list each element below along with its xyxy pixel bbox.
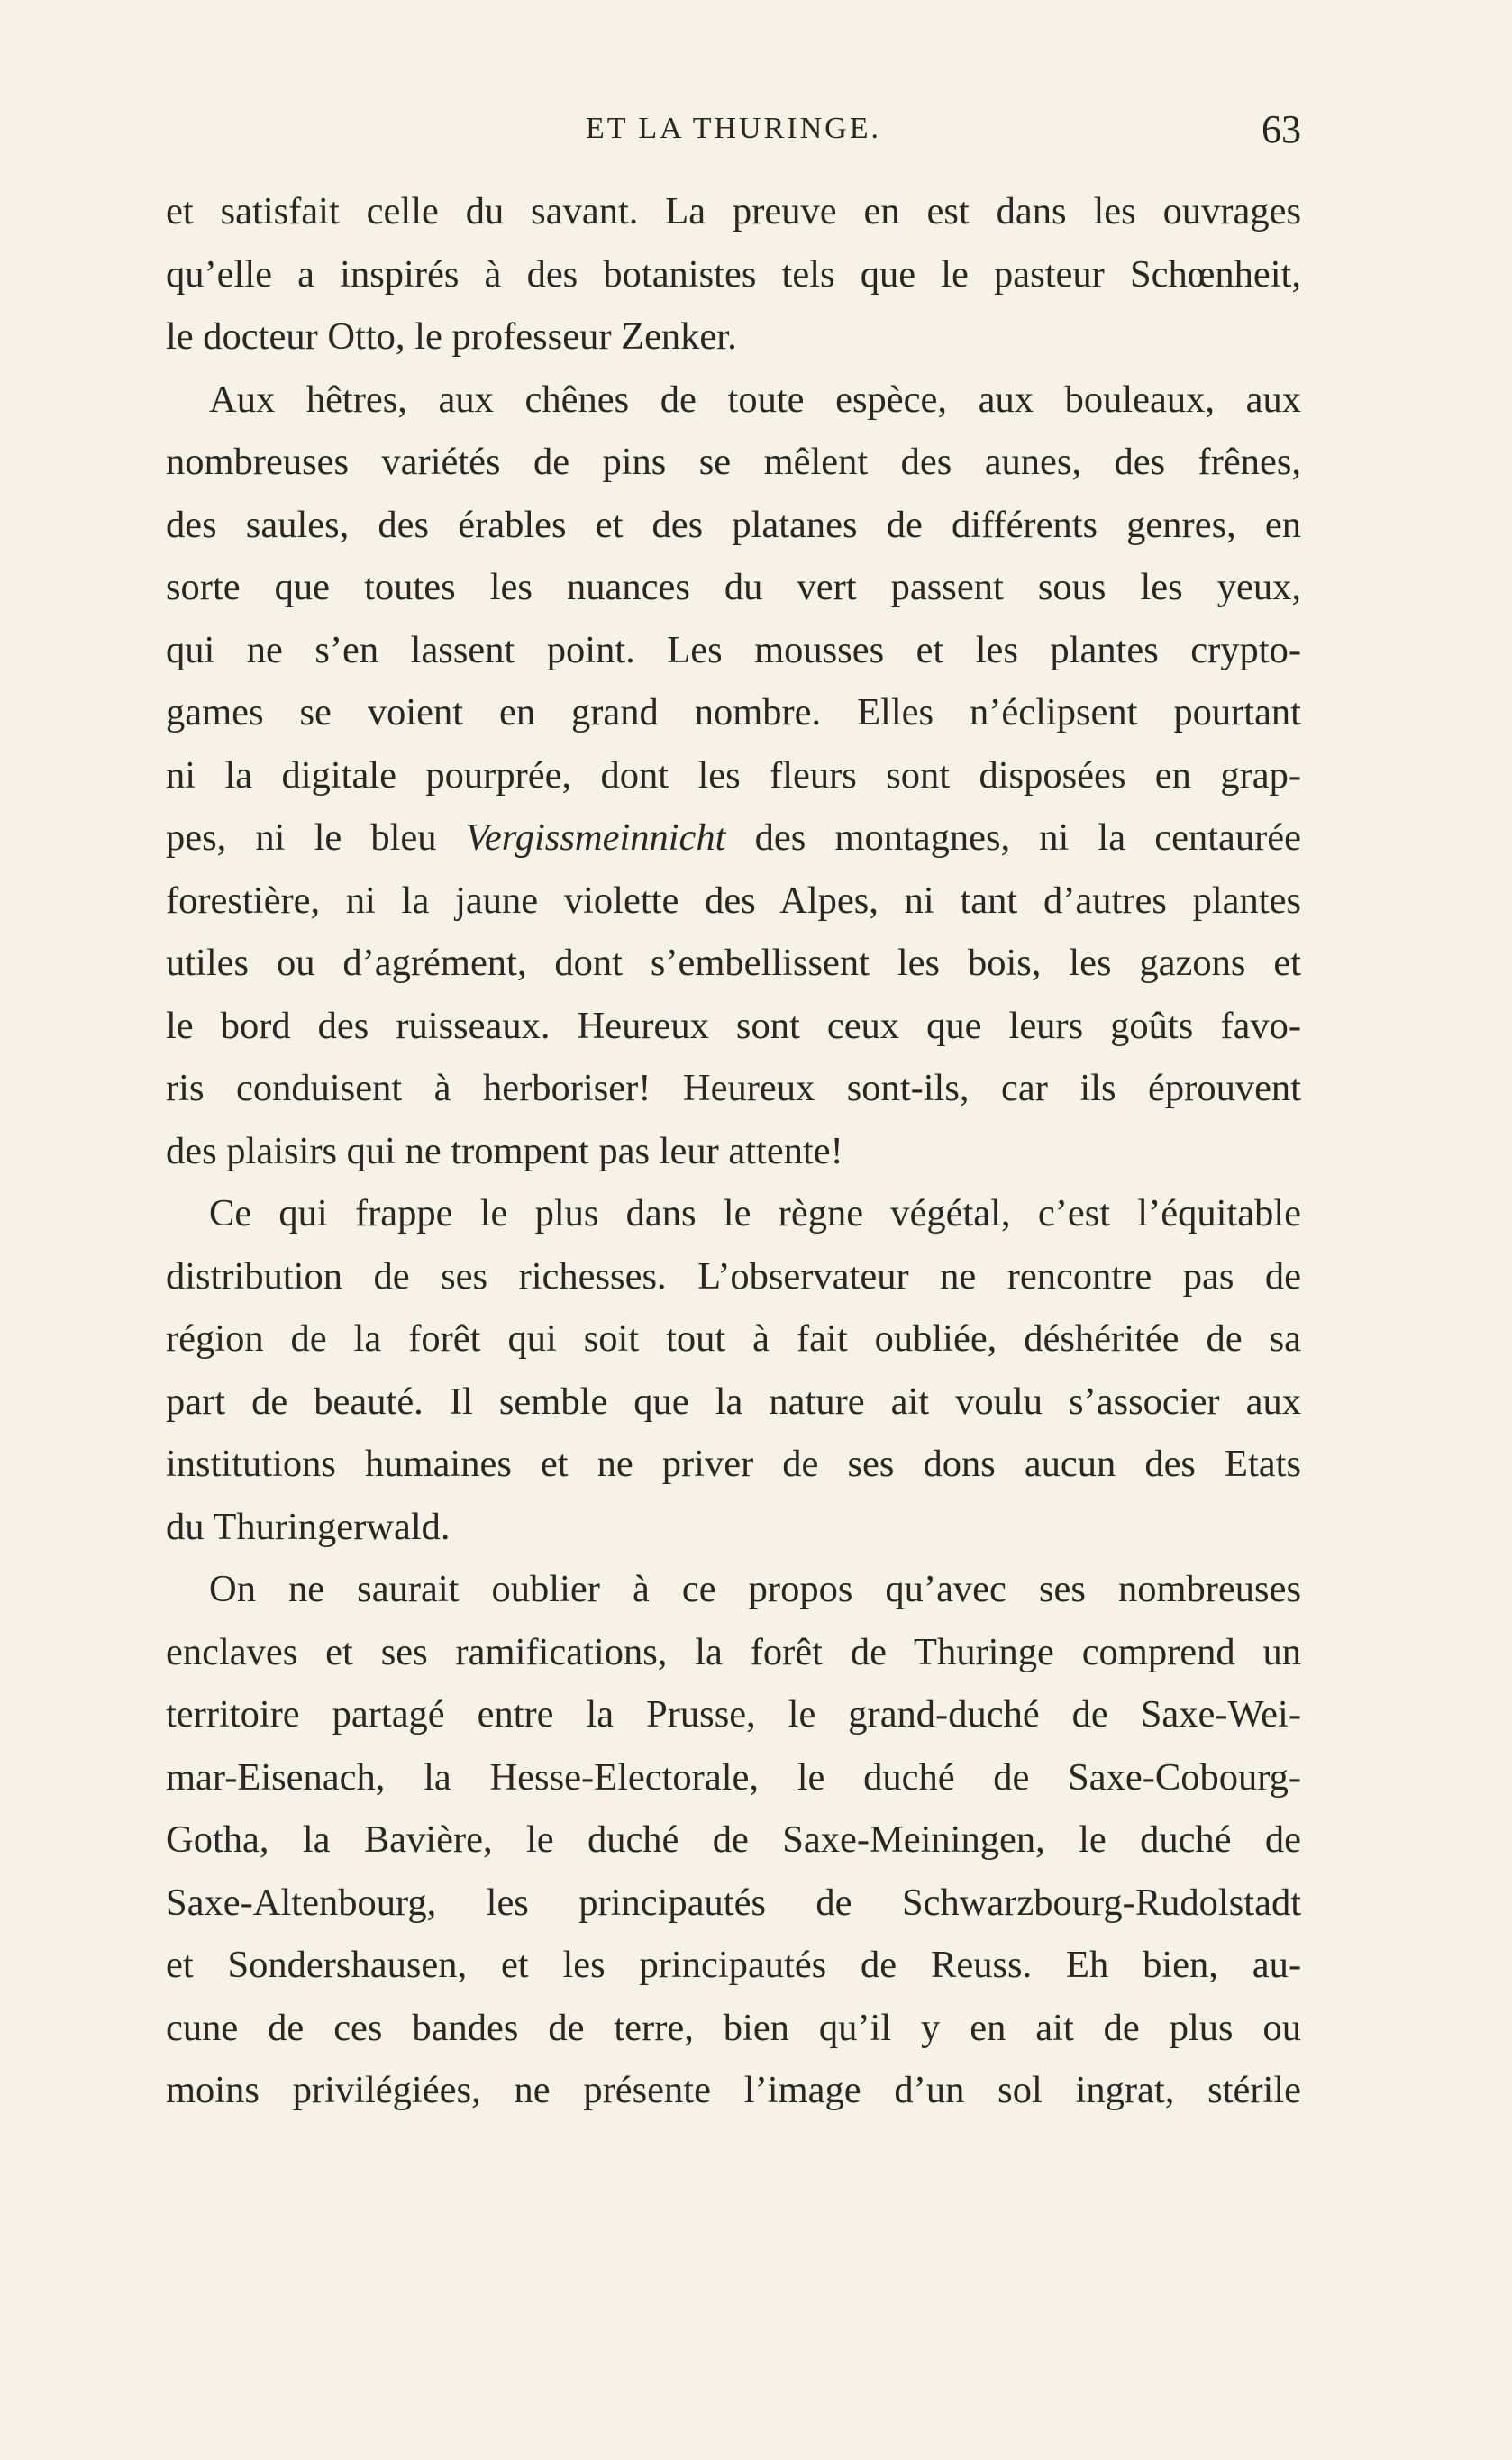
running-head [166,106,1301,160]
paragraph-start-line: Ce qui frappe le plus dans le règne végétal, c’est l’équitable [209,1192,1301,1235]
text-line: part de beauté. Il semble que la nature ait voulu s’associer aux [166,1380,1301,1423]
text-segment: pes, ni le bleu [166,816,437,859]
text-line: du Thuringerwald. [166,1505,451,1548]
text-line: Saxe-Altenbourg, les principautés de Schwarzbourg-Rudolstadt [166,1881,1301,1924]
text-line-with-italic [166,806,1301,870]
text-line: nombreuses variétés de pins se mêlent des aunes, des frênes, [166,441,1301,483]
text-line: mar-Eisenach, la Hesse-Electorale, le duché de Saxe-Cobourg- [166,1755,1301,1799]
page-number: 63 [1262,107,1301,151]
italic-plant-name: Vergissmeinnicht [465,816,726,859]
text-line: le bord des ruisseaux. Heureux sont ceux que leurs goûts favo- [166,1004,1301,1047]
paragraph-start-line: On ne saurait oublier à ce propos qu’avec ses nombreuses [209,1568,1301,1610]
running-title: ET LA THURINGE. [585,112,881,145]
text-line: moins privilégiées, ne présente l’image d’un sol ingrat, stérile [166,2069,1301,2111]
text-line: forestière, ni la jaune violette des Alpes, ni tant d’autres plantes [166,879,1301,922]
text-line: territoire partagé entre la Prusse, le grand-duché de Saxe-Wei- [166,1693,1301,1736]
text-line: distribution de ses richesses. L’observateur ne rencontre pas de [166,1254,1301,1298]
text-line: enclaves et ses ramifications, la forêt de Thuringe comprend un [166,1630,1301,1673]
text-line: utiles ou d’agrément, dont s’embellissent les bois, les gazons et [166,942,1301,984]
body-text [166,180,1301,2122]
text-line: qui ne s’en lassent point. Les mousses et les plantes crypto- [166,628,1301,671]
text-line: ris conduisent à herboriser! Heureux sont-ils, car ils éprouvent [166,1067,1301,1109]
text-line: et satisfait celle du savant. La preuve en est dans les ouvrages [166,190,1301,232]
text-line: des saules, des érables et des platanes de différents genres, en [166,503,1301,546]
text-line: Gotha, la Bavière, le duché de Saxe-Meiningen, le duché de [166,1818,1301,1861]
text-line: qu’elle a inspirés à des botanistes tels que le pasteur Schœnheit, [166,252,1301,296]
text-line: et Sondershausen, et les principautés de Reuss. Eh bien, au- [166,1944,1301,1986]
text-line: institutions humaines et ne priver de ses dons aucun des Etats [166,1443,1301,1485]
text-line: sorte que toutes les nuances du vert passent sous les yeux, [166,566,1301,608]
text-line: des plaisirs qui ne trompent pas leur attente! [166,1129,843,1172]
text-line: le docteur Otto, le professeur Zenker. [166,315,737,358]
paragraph-start-line: Aux hêtres, aux chênes de toute espèce, aux bouleaux, aux [209,378,1301,421]
text-segment: des montagnes, ni la centaurée [754,816,1301,859]
text-line: région de la forêt qui soit tout à fait oubliée, déshéritée de sa [166,1317,1301,1360]
text-line: cune de ces bandes de terre, bien qu’il y en ait de plus ou [166,2006,1301,2049]
text-line: games se voient en grand nombre. Elles n’éclipsent pourtant [166,691,1301,733]
text-line: ni la digitale pourprée, dont les fleurs sont disposées en grap- [166,753,1301,797]
